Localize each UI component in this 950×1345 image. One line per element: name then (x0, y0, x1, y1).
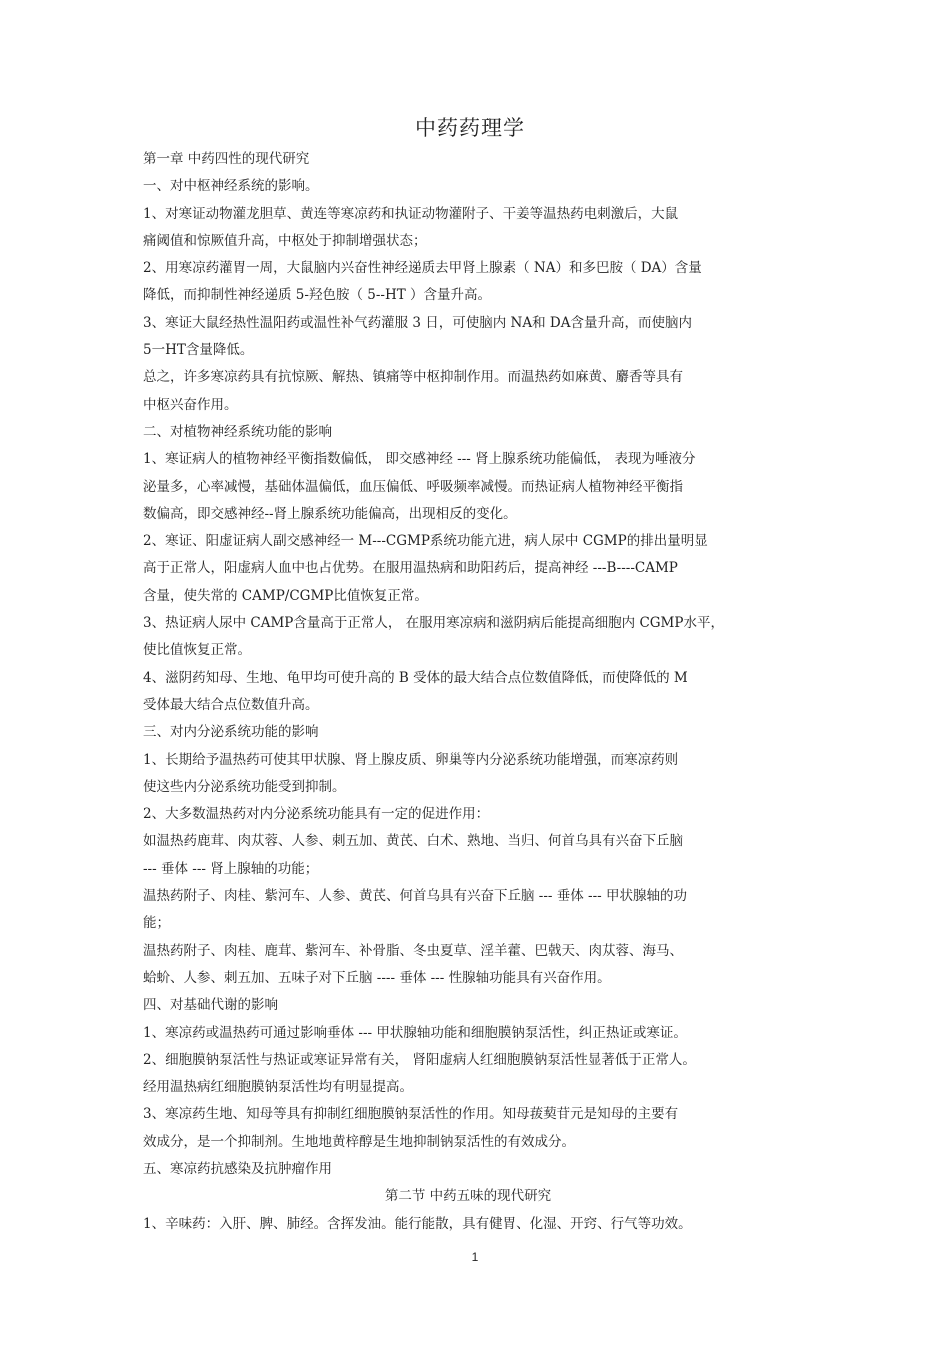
paragraph-line: 1、长期给予温热药可使其甲状腺、肾上腺皮质、卵巢等内分泌系统功能增强，而寒凉药则 (143, 751, 679, 768)
document-body (143, 146, 823, 1238)
paragraph-line: 中枢兴奋作用。 (143, 396, 238, 413)
paragraph-line: 能； (143, 915, 170, 932)
paragraph-line: 痛阈值和惊厥值升高，中枢处于抑制增强状态； (143, 232, 427, 249)
paragraph-line: 受体最大结合点位数值升高。 (143, 696, 319, 713)
paragraph-line: 2、用寒凉药灌胃一周，大鼠脑内兴奋性神经递质去甲肾上腺素（ NA）和多巴胺（ DA）含量 (143, 260, 702, 277)
paragraph-line: 3、热证病人尿中 CAMP含量高于正常人， 在服用寒凉病和滋阴病后能提高细胞内 CGMP水平， (143, 615, 724, 632)
chapter-heading: 第一章 中药四性的现代研究 (143, 151, 310, 167)
paragraph-line: 使这些内分泌系统功能受到抑制。 (143, 778, 346, 795)
paragraph-line: 高于正常人，阳虚病人血中也占优势。在服用温热病和助阳药后，提高神经 ---B----CAMP (143, 560, 678, 577)
paragraph-line: --- 垂体 --- 肾上腺轴的功能； (143, 860, 319, 877)
paragraph-line: 2、大多数温热药对内分泌系统功能具有一定的促进作用： (143, 806, 490, 823)
section-heading: 二、对植物神经系统功能的影响 (143, 423, 332, 440)
paragraph-line: 5一HT含量降低。 (143, 342, 254, 359)
section-heading: 一、对中枢神经系统的影响。 (143, 178, 319, 195)
paragraph-line: 温热药附子、肉桂、鹿茸、紫河车、补骨脂、冬虫夏草、淫羊藿、巴戟天、肉苁蓉、海马、 (143, 942, 683, 959)
paragraph-line: 4、滋阴药知母、生地、龟甲均可使升高的 B 受体的最大结合点位数值降低，而使降低的 M (143, 669, 688, 686)
section-heading: 三、对内分泌系统功能的影响 (143, 724, 319, 741)
paragraph-line: 1、辛味药：入肝、脾、肺经。含挥发油。能行能散，具有健胃、化湿、开窍、行气等功效。 (143, 1215, 692, 1232)
paragraph-line: 泌量多，心率减慢，基础体温偏低，血压偏低、呼吸频率减慢。而热证病人植物神经平衡指 (143, 478, 683, 495)
paragraph-line: 3、寒证大鼠经热性温阳药或温性补气药灌服 3 日，可使脑内 NA和 DA含量升高，而使脑内 (143, 314, 692, 331)
section-heading: 四、对基础代谢的影响 (143, 997, 278, 1014)
subsection-heading: 第二节 中药五味的现代研究 (384, 1188, 552, 1205)
paragraph-line: 经用温热病红细胞膜钠泵活性均有明显提高。 (143, 1079, 413, 1096)
paragraph-line: 总之，许多寒凉药具有抗惊厥、解热、镇痛等中枢抑制作用。而温热药如麻黄、麝香等具有 (143, 369, 683, 386)
paragraph-line: 2、细胞膜钠泵活性与热证或寒证异常有关， 肾阳虚病人红细胞膜钠泵活性显著低于正常人。 (143, 1051, 696, 1068)
paragraph-line: 数偏高，即交感神经--肾上腺系统功能偏高，出现相反的变化。 (143, 505, 517, 522)
paragraph-line: 2、寒证、阳虚证病人副交感神经一 M---CGMP系统功能亢进，病人尿中 CGMP的排出量明显 (143, 533, 708, 550)
page-number: 1 (471, 1250, 479, 1264)
paragraph-line: 1、寒凉药或温热药可通过影响垂体 --- 甲状腺轴功能和细胞膜钠泵活性，纠正热证或寒证。 (143, 1024, 687, 1041)
paragraph-line: 如温热药鹿茸、肉苁蓉、人参、刺五加、黄芪、白术、熟地、当归、何首乌具有兴奋下丘脑 (143, 833, 683, 850)
paragraph-line: 蛤蚧、人参、刺五加、五味子对下丘脑 ---- 垂体 --- 性腺轴功能具有兴奋作用。 (143, 969, 611, 986)
paragraph-line: 1、对寒证动物灌龙胆草、黄连等寒凉药和执证动物灌附子、干姜等温热药电刺激后，大鼠 (143, 205, 679, 222)
paragraph-line: 3、寒凉药生地、知母等具有抑制红细胞膜钠泵活性的作用。知母菝葜苷元是知母的主要有 (143, 1106, 679, 1123)
paragraph-line: 含量，使失常的 CAMP/CGMP比值恢复正常。 (143, 587, 428, 604)
paragraph-line: 降低，而抑制性神经递质 5-羟色胺（ 5--HT ）含量升高。 (143, 287, 492, 304)
paragraph-line: 1、寒证病人的植物神经平衡指数偏低， 即交感神经 --- 肾上腺系统功能偏低， 表现为唾液分 (143, 451, 696, 468)
section-heading: 五、寒凉药抗感染及抗肿瘤作用 (143, 1160, 332, 1177)
paragraph-line: 温热药附子、肉桂、紫河车、人参、黄芪、何首乌具有兴奋下丘脑 --- 垂体 --- 甲状腺轴的功 (143, 888, 688, 905)
paragraph-line: 使比值恢复正常。 (143, 642, 251, 659)
document-title: 中药药理学 (415, 116, 525, 140)
paragraph-line: 效成分，是一个抑制剂。生地地黄梓醇是生地抑制钠泵活性的有效成分。 (143, 1133, 575, 1150)
